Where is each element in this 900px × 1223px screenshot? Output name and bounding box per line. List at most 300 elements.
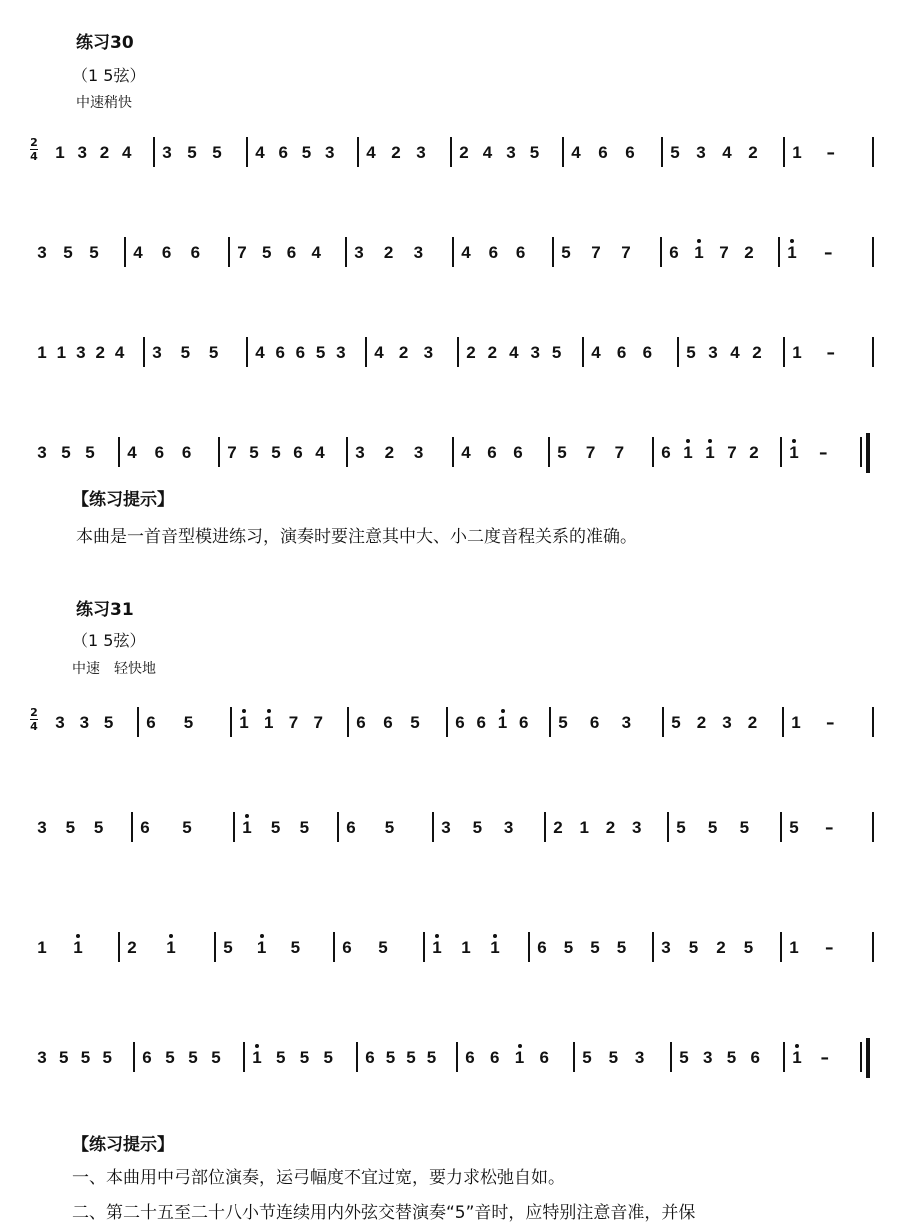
note: 1 xyxy=(461,938,471,957)
note: 3 xyxy=(413,243,424,262)
note: 5 xyxy=(676,818,686,837)
note: 6 xyxy=(455,713,465,732)
note: 4 xyxy=(127,443,137,462)
octave-dot xyxy=(242,709,246,713)
note: 1 xyxy=(239,713,249,732)
barline xyxy=(446,707,448,737)
barline xyxy=(347,707,349,737)
note: 6 xyxy=(342,938,352,957)
note: 6 xyxy=(669,243,679,262)
note: 3 xyxy=(413,443,424,462)
note: 5 xyxy=(188,1048,198,1067)
note: 1 xyxy=(37,343,47,362)
barline xyxy=(243,1042,245,1072)
barline xyxy=(246,137,248,167)
note: 6 xyxy=(519,713,529,732)
barline xyxy=(333,932,335,962)
note: 5 xyxy=(385,1048,396,1067)
note: 1 xyxy=(56,343,67,362)
note: 1 xyxy=(792,143,802,162)
barline xyxy=(582,337,584,367)
note: 1 xyxy=(792,343,802,362)
octave-dot xyxy=(267,709,271,713)
octave-dot xyxy=(518,1044,522,1048)
note: 5 xyxy=(590,938,600,957)
note: 3 xyxy=(77,143,87,162)
octave-dot xyxy=(493,934,497,938)
note: 6 xyxy=(146,713,156,732)
note: 2 xyxy=(752,343,762,362)
sustain-dash: – xyxy=(825,818,834,838)
note: 5 xyxy=(529,143,540,162)
note: 5 xyxy=(551,343,562,362)
barline xyxy=(230,707,232,737)
note: 5 xyxy=(182,818,192,837)
note: 1 xyxy=(432,938,442,957)
note: 4 xyxy=(461,243,471,262)
sustain-dash: – xyxy=(824,243,833,263)
barline xyxy=(423,932,425,962)
note: 1 xyxy=(37,938,47,957)
note: 1 xyxy=(787,243,797,262)
exercise-31-strings: （1 5弦） xyxy=(72,631,146,650)
barline xyxy=(783,137,785,167)
note: 4 xyxy=(122,143,132,162)
note: 3 xyxy=(152,343,162,362)
note: 1 xyxy=(789,938,799,957)
note: 5 xyxy=(410,713,420,732)
sustain-dash: – xyxy=(819,443,828,463)
note: 5 xyxy=(726,1048,737,1067)
note: 7 xyxy=(237,243,247,262)
note: 1 xyxy=(683,443,693,462)
note: 6 xyxy=(154,443,165,462)
note: 5 xyxy=(276,1048,286,1067)
barline xyxy=(548,437,550,467)
note: 3 xyxy=(55,713,65,732)
note: 5 xyxy=(582,1048,592,1067)
exercise-30-title: 练习30 xyxy=(76,33,134,53)
barline xyxy=(246,337,248,367)
barline xyxy=(365,337,367,367)
note: 4 xyxy=(255,343,265,362)
note: 5 xyxy=(80,1048,91,1067)
barline xyxy=(860,1042,862,1072)
note: 3 xyxy=(354,243,364,262)
note: 5 xyxy=(180,343,191,362)
barline xyxy=(660,237,662,267)
note: 7 xyxy=(288,713,299,732)
note: 3 xyxy=(696,143,706,162)
barline xyxy=(780,812,782,842)
sustain-dash: – xyxy=(826,713,835,733)
note: 6 xyxy=(589,713,600,732)
note: 4 xyxy=(509,343,519,362)
barline xyxy=(133,1042,135,1072)
note: 5 xyxy=(299,1048,310,1067)
note: 3 xyxy=(37,1048,47,1067)
barline xyxy=(346,437,348,467)
note: 5 xyxy=(670,143,680,162)
note: 7 xyxy=(719,243,729,262)
note: 2 xyxy=(749,443,759,462)
note: 5 xyxy=(384,818,395,837)
barline xyxy=(670,1042,672,1072)
note: 5 xyxy=(323,1048,333,1067)
barline xyxy=(780,932,782,962)
note: 3 xyxy=(336,343,346,362)
note: 3 xyxy=(37,443,47,462)
sustain-dash: – xyxy=(826,343,835,363)
note: 6 xyxy=(346,818,356,837)
note: 5 xyxy=(85,443,95,462)
octave-dot xyxy=(169,934,173,938)
barline xyxy=(872,932,874,962)
note: 4 xyxy=(461,443,471,462)
note: 6 xyxy=(365,1048,375,1067)
note: 5 xyxy=(165,1048,175,1067)
note: 3 xyxy=(632,818,642,837)
note: 4 xyxy=(255,143,265,162)
barline xyxy=(214,932,216,962)
note: 6 xyxy=(190,243,201,262)
note: 1 xyxy=(705,443,715,462)
note: 2 xyxy=(384,443,395,462)
octave-dot xyxy=(260,934,264,938)
note: 1 xyxy=(264,713,274,732)
note: 5 xyxy=(89,243,99,262)
note: 3 xyxy=(79,713,90,732)
note: 2 xyxy=(466,343,476,362)
note: 7 xyxy=(227,443,237,462)
note: 5 xyxy=(211,1048,221,1067)
barline xyxy=(677,337,679,367)
note: 3 xyxy=(325,143,335,162)
note: 5 xyxy=(299,818,310,837)
barline xyxy=(356,1042,358,1072)
barline xyxy=(218,437,220,467)
barline xyxy=(357,137,359,167)
note: 6 xyxy=(275,343,285,362)
note: 5 xyxy=(63,243,73,262)
barline xyxy=(872,812,874,842)
note: 3 xyxy=(37,818,47,837)
note: 6 xyxy=(293,443,303,462)
barline xyxy=(652,437,654,467)
barline xyxy=(131,812,133,842)
note: 6 xyxy=(295,343,306,362)
barline xyxy=(872,337,874,367)
note: 7 xyxy=(614,443,625,462)
barline xyxy=(667,812,669,842)
note: 5 xyxy=(65,818,76,837)
note: 6 xyxy=(487,443,497,462)
barline xyxy=(345,237,347,267)
note: 1 xyxy=(490,938,500,957)
note: 4 xyxy=(366,143,376,162)
note: 1 xyxy=(579,818,589,837)
barline xyxy=(549,707,551,737)
note: 6 xyxy=(161,243,172,262)
note: 5 xyxy=(707,818,718,837)
note: 3 xyxy=(634,1048,645,1067)
note: 3 xyxy=(661,938,671,957)
final-barline xyxy=(866,433,870,473)
note: 5 xyxy=(563,938,574,957)
barline xyxy=(573,1042,575,1072)
note: 3 xyxy=(355,443,365,462)
note: 1 xyxy=(55,143,65,162)
note: 2 xyxy=(487,343,498,362)
note: 6 xyxy=(490,1048,500,1067)
octave-dot xyxy=(255,1044,259,1048)
note: 1 xyxy=(514,1048,525,1067)
octave-dot xyxy=(792,439,796,443)
exercise-31-tips-1: 一、本曲用中弓部位演奏，运弓幅度不宜过宽，要力求松弛自如。 xyxy=(72,1168,565,1188)
barline xyxy=(228,237,230,267)
exercise-30-tips-heading: 【练习提示】 xyxy=(72,490,174,510)
note: 3 xyxy=(162,143,172,162)
octave-dot xyxy=(795,1044,799,1048)
note: 5 xyxy=(686,343,696,362)
barline xyxy=(782,707,784,737)
octave-dot xyxy=(76,934,80,938)
note: 2 xyxy=(383,243,394,262)
note: 6 xyxy=(598,143,608,162)
note: 6 xyxy=(356,713,366,732)
note: 3 xyxy=(416,143,426,162)
note: 3 xyxy=(506,143,516,162)
note: 1 xyxy=(497,713,508,732)
octave-dot xyxy=(708,439,712,443)
note: 3 xyxy=(423,343,434,362)
note: 3 xyxy=(708,343,718,362)
note: 7 xyxy=(591,243,601,262)
barline xyxy=(337,812,339,842)
barline xyxy=(778,237,780,267)
note: 4 xyxy=(114,343,125,362)
note: 1 xyxy=(789,443,799,462)
note: 4 xyxy=(315,443,325,462)
octave-dot xyxy=(790,239,794,243)
octave-dot xyxy=(245,814,249,818)
note: 5 xyxy=(561,243,571,262)
note: 5 xyxy=(557,443,567,462)
note: 2 xyxy=(95,343,105,362)
note: 5 xyxy=(208,343,219,362)
note: 5 xyxy=(249,443,259,462)
note: 5 xyxy=(187,143,197,162)
note: 5 xyxy=(688,938,699,957)
note: 6 xyxy=(661,443,671,462)
note: 6 xyxy=(537,938,547,957)
note: 5 xyxy=(271,443,281,462)
note: 4 xyxy=(133,243,143,262)
sustain-dash: – xyxy=(820,1048,829,1068)
note: 7 xyxy=(313,713,323,732)
note: 4 xyxy=(482,143,493,162)
note: 6 xyxy=(476,713,486,732)
barline xyxy=(456,1042,458,1072)
note: 5 xyxy=(270,818,281,837)
sustain-dash: – xyxy=(826,143,835,163)
exercise-31-title: 练习31 xyxy=(76,600,134,620)
barline xyxy=(661,137,663,167)
note: 5 xyxy=(262,243,272,262)
barline xyxy=(137,707,139,737)
note: 2 xyxy=(99,143,110,162)
note: 6 xyxy=(142,1048,152,1067)
barline xyxy=(872,237,874,267)
note: 1 xyxy=(694,243,704,262)
exercise-31-tips-2: 二、第二十五至二十八小节连续用内外弦交替演奏“5”音时，应特别注意音准，并保 xyxy=(72,1203,696,1223)
note: 3 xyxy=(621,713,632,732)
note: 1 xyxy=(73,938,83,957)
octave-dot xyxy=(435,934,439,938)
note: 7 xyxy=(621,243,631,262)
note: 5 xyxy=(102,1048,112,1067)
note: 5 xyxy=(59,1048,69,1067)
barline xyxy=(783,337,785,367)
note: 3 xyxy=(530,343,540,362)
exercise-30-tips: 本曲是一首音型模进练习，演奏时要注意其中大、小二度音程关系的准确。 xyxy=(76,527,637,547)
sustain-dash: – xyxy=(825,938,834,958)
note: 5 xyxy=(301,143,312,162)
note: 5 xyxy=(315,343,326,362)
note: 7 xyxy=(727,443,737,462)
note: 2 xyxy=(398,343,409,362)
note: 6 xyxy=(539,1048,549,1067)
note: 1 xyxy=(791,713,801,732)
barline xyxy=(118,932,120,962)
note: 2 xyxy=(391,143,401,162)
note: 1 xyxy=(166,938,176,957)
note: 3 xyxy=(76,343,86,362)
exercise-31-tempo: 中速 轻快地 xyxy=(72,661,156,677)
note: 6 xyxy=(140,818,150,837)
barline xyxy=(562,137,564,167)
note: 2 xyxy=(553,818,563,837)
note: 3 xyxy=(37,243,47,262)
note: 2 xyxy=(696,713,707,732)
note: 5 xyxy=(743,938,754,957)
exercise-30-tempo: 中速稍快 xyxy=(76,95,132,111)
note: 6 xyxy=(278,143,288,162)
note: 5 xyxy=(183,713,194,732)
note: 5 xyxy=(223,938,233,957)
note: 1 xyxy=(242,818,252,837)
note: 4 xyxy=(311,243,321,262)
note: 6 xyxy=(750,1048,760,1067)
barline xyxy=(450,137,452,167)
note: 6 xyxy=(383,713,393,732)
note: 5 xyxy=(739,818,750,837)
barline xyxy=(457,337,459,367)
note: 5 xyxy=(103,713,114,732)
note: 5 xyxy=(616,938,627,957)
note: 7 xyxy=(585,443,596,462)
note: 4 xyxy=(730,343,740,362)
barline xyxy=(452,237,454,267)
note: 6 xyxy=(616,343,627,362)
exercise-31-tips-heading: 【练习提示】 xyxy=(72,1135,174,1155)
barline xyxy=(528,932,530,962)
note: 6 xyxy=(181,443,192,462)
note: 6 xyxy=(625,143,635,162)
final-barline xyxy=(866,1038,870,1078)
note: 6 xyxy=(515,243,526,262)
note: 5 xyxy=(406,1048,416,1067)
note: 4 xyxy=(571,143,581,162)
note: 5 xyxy=(378,938,388,957)
barline xyxy=(860,437,862,467)
note: 6 xyxy=(286,243,297,262)
note: 5 xyxy=(671,713,681,732)
note: 5 xyxy=(789,818,799,837)
note: 1 xyxy=(256,938,267,957)
time-signature: 2 4 xyxy=(30,706,38,733)
note: 5 xyxy=(426,1048,437,1067)
barline xyxy=(452,437,454,467)
note: 2 xyxy=(716,938,726,957)
barline xyxy=(552,237,554,267)
barline xyxy=(662,707,664,737)
barline xyxy=(872,707,874,737)
note: 5 xyxy=(61,443,71,462)
note: 1 xyxy=(792,1048,802,1067)
barline xyxy=(153,137,155,167)
note: 6 xyxy=(465,1048,475,1067)
note: 1 xyxy=(252,1048,262,1067)
note: 2 xyxy=(747,713,758,732)
exercise-30-strings: （1 5弦） xyxy=(72,66,146,85)
barline xyxy=(783,1042,785,1072)
barline xyxy=(143,337,145,367)
note: 2 xyxy=(605,818,616,837)
note: 6 xyxy=(488,243,499,262)
note: 5 xyxy=(290,938,301,957)
note: 3 xyxy=(703,1048,713,1067)
note: 5 xyxy=(679,1048,689,1067)
note: 4 xyxy=(374,343,384,362)
octave-dot xyxy=(501,709,505,713)
note: 5 xyxy=(558,713,568,732)
barline xyxy=(432,812,434,842)
note: 2 xyxy=(127,938,137,957)
note: 3 xyxy=(722,713,732,732)
note: 2 xyxy=(459,143,469,162)
note: 5 xyxy=(608,1048,619,1067)
note: 3 xyxy=(503,818,514,837)
time-signature: 2 4 xyxy=(30,136,38,163)
barline xyxy=(118,437,120,467)
note: 3 xyxy=(441,818,451,837)
note: 5 xyxy=(93,818,104,837)
note: 2 xyxy=(744,243,754,262)
barline xyxy=(233,812,235,842)
note: 6 xyxy=(513,443,523,462)
note: 4 xyxy=(591,343,601,362)
barline xyxy=(124,237,126,267)
octave-dot xyxy=(697,239,701,243)
octave-dot xyxy=(686,439,690,443)
barline xyxy=(872,137,874,167)
note: 4 xyxy=(722,143,732,162)
note: 2 xyxy=(748,143,758,162)
note: 6 xyxy=(642,343,653,362)
barline xyxy=(652,932,654,962)
note: 5 xyxy=(472,818,483,837)
